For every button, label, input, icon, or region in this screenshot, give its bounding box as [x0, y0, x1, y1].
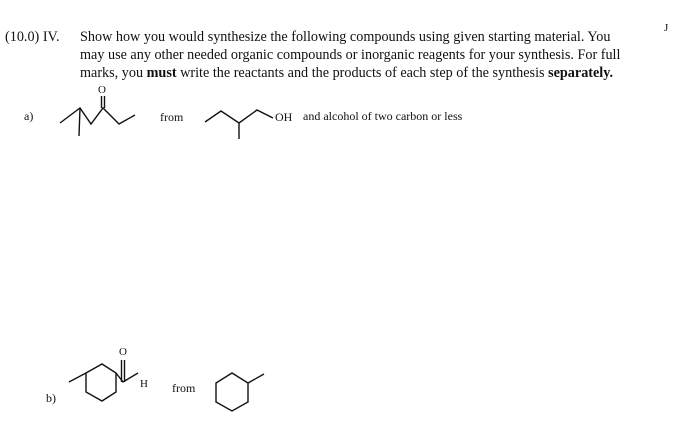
emphasis-must: must [146, 65, 177, 81]
question-line-3-middle: write the reactants and the products of each step of the synthesis [176, 65, 549, 81]
corner-mark: J [664, 22, 669, 34]
part-b-from-label: from [172, 381, 196, 395]
part-a-label: a) [24, 109, 34, 123]
question-line-3-start: marks, you [80, 65, 147, 81]
part-b-start-methyl-branch [248, 374, 264, 383]
part-a-hydroxyl-label: OH [275, 110, 293, 124]
part-b-label: b) [46, 391, 56, 405]
emphasis-separately: separately. [548, 65, 614, 81]
part-a-note: and alcohol of two carbon or less [303, 109, 463, 123]
question-line-1: Show how you would synthesize the following compounds using given starting material. You [80, 29, 611, 45]
question-line-2: may use any other needed organic compounds or inorganic reagents for your synthesis. For full [80, 47, 621, 63]
part-a-from-label: from [160, 110, 184, 124]
part-b-target-hydrogen-label: H [140, 378, 148, 390]
question-number: (10.0) IV. [5, 29, 60, 45]
part-b-target-oxygen-label: O [119, 346, 127, 358]
part-a-target-oxygen-label: O [98, 84, 106, 96]
part-b-start-cyclohexane-ring [216, 373, 248, 411]
